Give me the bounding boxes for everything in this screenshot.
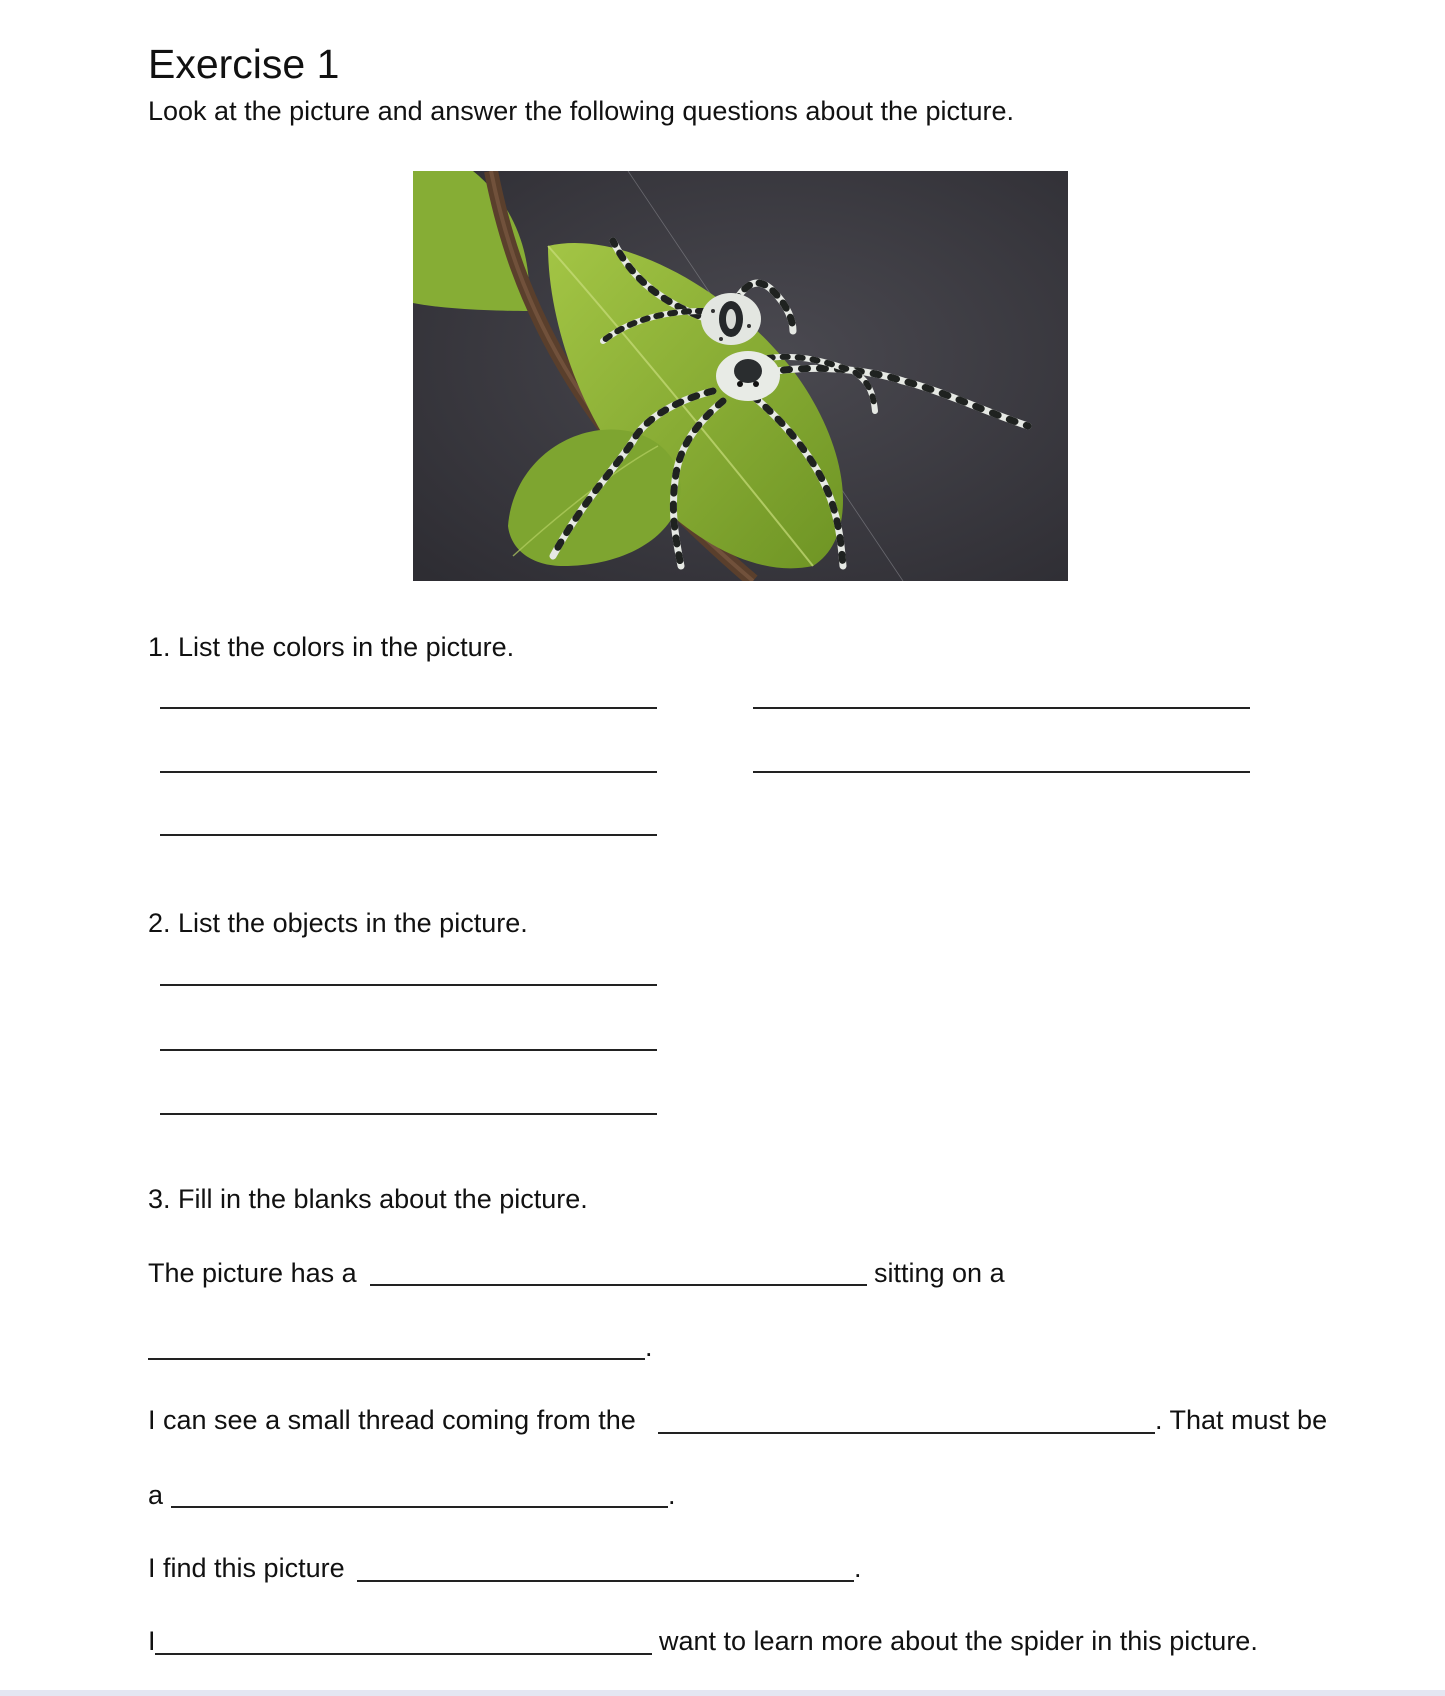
blank-thread-type[interactable]	[171, 1506, 668, 1508]
color-answer-line-2[interactable]	[753, 707, 1250, 709]
blank-desire[interactable]	[155, 1653, 652, 1655]
sentence-1-middle: sitting on a	[874, 1258, 1005, 1288]
sentence-2-continued: a	[148, 1480, 164, 1510]
exercise-title: Exercise 1	[148, 41, 340, 87]
blank-animal[interactable]	[370, 1284, 867, 1286]
sentence-4-end: want to learn more about the spider in this picture.	[659, 1626, 1258, 1656]
sentence-4-start: I	[148, 1626, 156, 1656]
page-bottom-edge	[0, 1690, 1445, 1696]
spider-photo	[413, 171, 1068, 581]
object-answer-line-2[interactable]	[160, 1049, 657, 1051]
sentence-1-end: .	[645, 1332, 653, 1362]
blank-surface[interactable]	[148, 1358, 645, 1360]
blank-opinion[interactable]	[357, 1580, 854, 1582]
object-answer-line-3[interactable]	[160, 1113, 657, 1115]
sentence-3-start: I find this picture	[148, 1553, 345, 1583]
question-3: 3. Fill in the blanks about the picture.	[148, 1184, 588, 1214]
question-1: 1. List the colors in the picture.	[148, 632, 515, 662]
color-answer-line-1[interactable]	[160, 707, 657, 709]
instructions-text: Look at the picture and answer the following questions about the picture.	[148, 96, 1015, 126]
color-answer-line-3[interactable]	[160, 771, 657, 773]
sentence-2-middle: . That must be	[1155, 1405, 1328, 1435]
color-answer-line-5[interactable]	[160, 834, 657, 836]
question-2: 2. List the objects in the picture.	[148, 908, 528, 938]
sentence-3-end: .	[854, 1553, 862, 1583]
sentence-2-start: I can see a small thread coming from the	[148, 1405, 636, 1435]
color-answer-line-4[interactable]	[753, 771, 1250, 773]
blank-thread-source[interactable]	[658, 1432, 1155, 1434]
sentence-2-end: .	[668, 1480, 676, 1510]
object-answer-line-1[interactable]	[160, 984, 657, 986]
sentence-1-start: The picture has a	[148, 1258, 357, 1288]
